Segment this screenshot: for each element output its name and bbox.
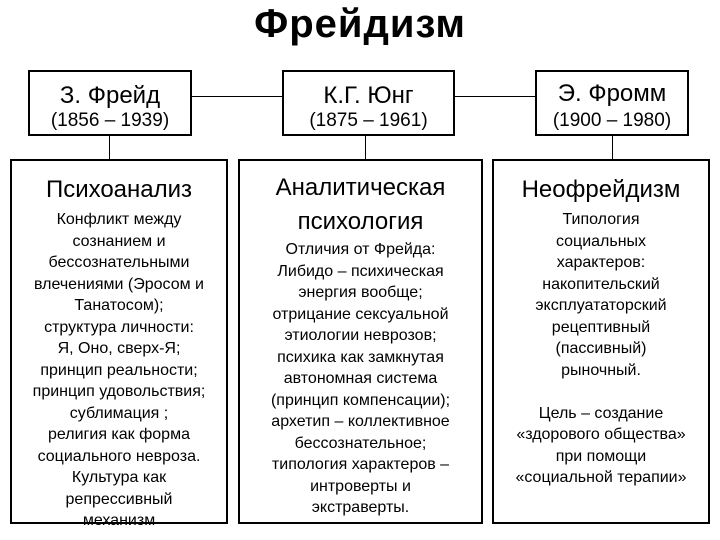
person-name: З. Фрейд: [59, 82, 161, 109]
person-years: (1900 – 1980): [552, 110, 672, 131]
school-name: Психоанализ: [45, 176, 193, 203]
school-box-psychoanalysis: [10, 159, 228, 529]
person-years: (1875 – 1961): [309, 110, 428, 131]
person-years: (1856 – 1939): [50, 110, 170, 131]
school-name: Неофрейдизм: [521, 176, 681, 203]
connector-jung-fromm: [455, 96, 535, 97]
connector-jung-school: [365, 136, 366, 159]
school-box-neofreudianism: [492, 159, 710, 524]
school-name: Аналитическая психология: [275, 174, 446, 235]
school-description: Отличия от Фрейда: Либидо – психическая энергия вообще; отрицание сексуальной этиологии неврозов; психика как замкнутая автономная система (принцип компенсации); архетип – коллективное бессознательное; типология характеров – интроверты и экстраверты.: [270, 241, 451, 516]
connector-fromm-school: [612, 136, 613, 159]
school-description: Конфликт между сознанием и бессознательными влечениями (Эросом и Танатосом); структура личности: Я, Оно, сверх-Я; принцип реальности; принцип удовольствия; сублимация ; религия как форма социального невроза. Культура как репрессивный механизм: [32, 211, 206, 529]
person-name: Э. Фромм: [557, 80, 667, 107]
connector-freud-jung: [192, 96, 282, 97]
school-box-analytical-psychology: [238, 159, 483, 524]
person-box-fromm: [535, 70, 689, 136]
page-title: Фрейдизм: [254, 2, 466, 46]
person-box-jung: [282, 70, 455, 136]
person-box-freud: [28, 70, 192, 136]
connector-freud-school: [109, 136, 110, 159]
person-name: К.Г. Юнг: [323, 82, 414, 109]
school-description: Типология социальных характеров: накопительский эксплуататорский рецептивный (пассивный) рыночный. Цель – создание «здорового общества» при помощи «социальной терапии»: [515, 211, 687, 486]
